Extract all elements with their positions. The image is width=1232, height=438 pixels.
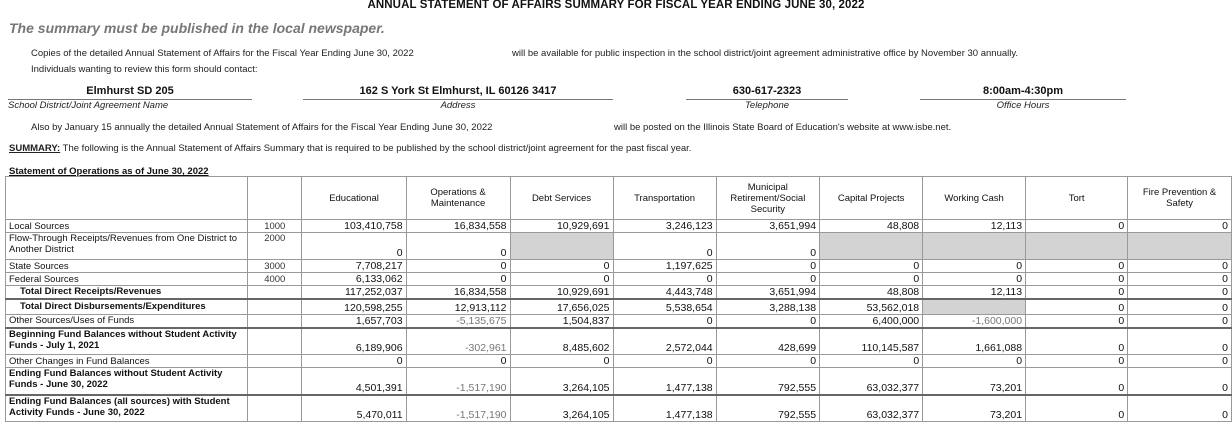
statement-of-operations-table: [5, 176, 1232, 422]
value-cell: 0: [406, 273, 510, 286]
value-cell: 0: [716, 355, 819, 368]
value-cell: 0: [923, 355, 1026, 368]
table-row: [6, 368, 1232, 395]
value-cell: 4,443,748: [613, 286, 716, 299]
table-row: [6, 355, 1232, 368]
table-row: [6, 286, 1232, 299]
statement-title: Statement of Operations as of June 30, 2022: [9, 166, 209, 177]
summary-text: The following is the Annual Statement of Affairs Summary that is required to be published by the school district/joint agreement for the past fiscal year.: [62, 143, 692, 154]
value-cell: 0: [1128, 355, 1232, 368]
value-cell: 0: [613, 355, 716, 368]
value-cell: 0: [1026, 260, 1128, 273]
address-caption: Address: [440, 100, 476, 111]
value-cell: 0: [406, 260, 510, 273]
value-cell: 0: [1128, 368, 1232, 395]
telephone-field: [686, 85, 848, 112]
row-code: 1000: [248, 220, 302, 233]
row-label: Other Changes in Fund Balances: [6, 355, 248, 368]
value-cell: 0: [613, 273, 716, 286]
value-cell: 53,562,018: [820, 299, 923, 315]
value-cell: 0: [510, 273, 613, 286]
document-title: ANNUAL STATEMENT OF AFFAIRS SUMMARY FOR FISCAL YEAR ENDING JUNE 30, 2022: [367, 0, 865, 11]
value-cell: 1,504,837: [510, 315, 613, 328]
table-row: [6, 260, 1232, 273]
value-cell: 0: [613, 315, 716, 328]
column-header: Capital Projects: [820, 177, 923, 220]
office-hours-caption: Office Hours: [996, 100, 1050, 111]
value-cell: 792,555: [716, 368, 819, 395]
value-cell: 2,572,044: [613, 328, 716, 355]
row-label: Ending Fund Balances without Student Activity Funds - June 30, 2022: [6, 368, 248, 395]
value-cell: [923, 299, 1026, 315]
column-header: Municipal Retirement/Social Security: [716, 177, 819, 220]
table-header-row: [6, 177, 1232, 220]
value-cell: [1026, 233, 1128, 260]
row-code: [248, 355, 302, 368]
row-code: [248, 286, 302, 299]
value-cell: 3,246,123: [613, 220, 716, 233]
table-row: [6, 220, 1232, 233]
value-cell: 6,189,906: [302, 328, 406, 355]
row-code: [248, 395, 302, 422]
value-cell: 12,113: [923, 286, 1026, 299]
value-cell: 0: [1026, 368, 1128, 395]
value-cell: 3,264,105: [510, 368, 613, 395]
value-cell: 0: [510, 355, 613, 368]
column-header: Working Cash: [923, 177, 1026, 220]
value-cell: 792,555: [716, 395, 819, 422]
isbe-line-left: Also by January 15 annually the detailed Annual Statement of Affairs for the Fiscal Year Ending June 30, 2022: [31, 122, 493, 133]
row-code: 3000: [248, 260, 302, 273]
value-cell: 1,197,625: [613, 260, 716, 273]
value-cell: 3,651,994: [716, 220, 819, 233]
value-cell: 0: [1026, 315, 1128, 328]
value-cell: 5,538,654: [613, 299, 716, 315]
value-cell: 48,808: [820, 220, 923, 233]
value-cell: 117,252,037: [302, 286, 406, 299]
value-cell: 103,410,758: [302, 220, 406, 233]
row-code: 4000: [248, 273, 302, 286]
intro-line1-right: will be available for public inspection in the school district/joint agreement administrative office by November 30 annually.: [512, 48, 1019, 59]
value-cell: 0: [1026, 273, 1128, 286]
value-cell: 0: [1128, 395, 1232, 422]
district-name-caption: School District/Joint Agreement Name: [8, 100, 169, 111]
table-row: [6, 315, 1232, 328]
value-cell: 7,708,217: [302, 260, 406, 273]
value-cell: 17,656,025: [510, 299, 613, 315]
value-cell: 12,913,112: [406, 299, 510, 315]
value-cell: 0: [716, 233, 819, 260]
value-cell: 0: [1026, 220, 1128, 233]
value-cell: 1,657,703: [302, 315, 406, 328]
row-code: 2000: [248, 233, 302, 260]
office-hours-field: [920, 85, 1126, 112]
value-cell: 73,201: [923, 395, 1026, 422]
value-cell: 1,477,138: [613, 368, 716, 395]
value-cell: 0: [1128, 328, 1232, 355]
value-cell: 0: [1128, 315, 1232, 328]
value-cell: 0: [716, 273, 819, 286]
value-cell: -1,600,000: [923, 315, 1026, 328]
district-name-value: Elmhurst SD 205: [8, 85, 252, 100]
column-header: Educational: [302, 177, 406, 220]
value-cell: [820, 233, 923, 260]
table-row: [6, 328, 1232, 355]
value-cell: 3,288,138: [716, 299, 819, 315]
value-cell: 16,834,558: [406, 220, 510, 233]
row-label: Total Direct Receipts/Revenues: [6, 286, 248, 299]
value-cell: 63,032,377: [820, 368, 923, 395]
row-label: Flow-Through Receipts/Revenues from One District to Another District: [6, 233, 248, 260]
value-cell: 63,032,377: [820, 395, 923, 422]
row-label: Local Sources: [6, 220, 248, 233]
column-header: Tort: [1026, 177, 1128, 220]
value-cell: 3,264,105: [510, 395, 613, 422]
value-cell: 0: [1128, 220, 1232, 233]
row-label: Beginning Fund Balances without Student Activity Funds - July 1, 2021: [6, 328, 248, 355]
row-label: Total Direct Disbursements/Expenditures: [6, 299, 248, 315]
column-header: Debt Services: [510, 177, 613, 220]
row-code: [248, 368, 302, 395]
value-cell: 0: [1026, 395, 1128, 422]
value-cell: 0: [406, 355, 510, 368]
intro-line2: Individuals wanting to review this form should contact:: [31, 64, 258, 75]
value-cell: -1,517,190: [406, 368, 510, 395]
row-label: Ending Fund Balances (all sources) with Student Activity Funds - June 30, 2022: [6, 395, 248, 422]
value-cell: 0: [923, 273, 1026, 286]
value-cell: 0: [820, 273, 923, 286]
value-cell: 4,501,391: [302, 368, 406, 395]
publication-notice: The summary must be published in the local newspaper.: [9, 20, 385, 36]
row-code: [248, 328, 302, 355]
row-label: Other Sources/Uses of Funds: [6, 315, 248, 328]
row-code: [248, 299, 302, 315]
address-field: [303, 85, 613, 112]
value-cell: 10,929,691: [510, 286, 613, 299]
intro-line1-left: Copies of the detailed Annual Statement of Affairs for the Fiscal Year Ending June 30, 2022: [31, 48, 414, 59]
telephone-caption: Telephone: [744, 100, 790, 111]
value-cell: 10,929,691: [510, 220, 613, 233]
isbe-line-right: will be posted on the Illinois State Board of Education's website at www.isbe.net.: [614, 122, 952, 133]
value-cell: 0: [716, 315, 819, 328]
column-header: Operations & Maintenance: [406, 177, 510, 220]
value-cell: 73,201: [923, 368, 1026, 395]
value-cell: [510, 233, 613, 260]
value-cell: [923, 233, 1026, 260]
value-cell: 0: [820, 260, 923, 273]
row-label: State Sources: [6, 260, 248, 273]
value-cell: 0: [1026, 286, 1128, 299]
value-cell: 16,834,558: [406, 286, 510, 299]
row-code: [248, 315, 302, 328]
value-cell: 3,651,994: [716, 286, 819, 299]
value-cell: 12,113: [923, 220, 1026, 233]
value-cell: 0: [1026, 328, 1128, 355]
value-cell: 5,470,011: [302, 395, 406, 422]
value-cell: 6,400,000: [820, 315, 923, 328]
value-cell: -1,517,190: [406, 395, 510, 422]
value-cell: 48,808: [820, 286, 923, 299]
column-header: Fire Prevention & Safety: [1128, 177, 1232, 220]
value-cell: 110,145,587: [820, 328, 923, 355]
column-header: Transportation: [613, 177, 716, 220]
summary-line: [9, 143, 691, 154]
summary-label: SUMMARY:: [9, 143, 61, 154]
value-cell: 1,477,138: [613, 395, 716, 422]
value-cell: 120,598,255: [302, 299, 406, 315]
office-hours-value: 8:00am-4:30pm: [920, 85, 1126, 100]
value-cell: 0: [406, 233, 510, 260]
value-cell: 6,133,062: [302, 273, 406, 286]
value-cell: 0: [716, 260, 819, 273]
value-cell: 8,485,602: [510, 328, 613, 355]
address-value: 162 S York St Elmhurst, IL 60126 3417: [303, 85, 613, 100]
telephone-value: 630-617-2323: [686, 85, 848, 100]
row-label: Federal Sources: [6, 273, 248, 286]
value-cell: 0: [302, 233, 406, 260]
value-cell: 1,661,088: [923, 328, 1026, 355]
header-blank-code: [248, 177, 302, 220]
value-cell: 0: [1026, 299, 1128, 315]
value-cell: 0: [1128, 299, 1232, 315]
value-cell: 428,699: [716, 328, 819, 355]
table-row: [6, 233, 1232, 260]
value-cell: 0: [1128, 273, 1232, 286]
value-cell: 0: [1128, 286, 1232, 299]
table-row: [6, 299, 1232, 315]
value-cell: 0: [302, 355, 406, 368]
value-cell: -302,961: [406, 328, 510, 355]
table-row: [6, 395, 1232, 422]
value-cell: 0: [613, 233, 716, 260]
value-cell: 0: [510, 260, 613, 273]
value-cell: 0: [1128, 260, 1232, 273]
district-name-field: [8, 85, 252, 112]
value-cell: [1128, 233, 1232, 260]
value-cell: 0: [820, 355, 923, 368]
value-cell: -5,135,675: [406, 315, 510, 328]
header-blank-label: [6, 177, 248, 220]
value-cell: 0: [923, 260, 1026, 273]
value-cell: 0: [1026, 355, 1128, 368]
table-row: [6, 273, 1232, 286]
